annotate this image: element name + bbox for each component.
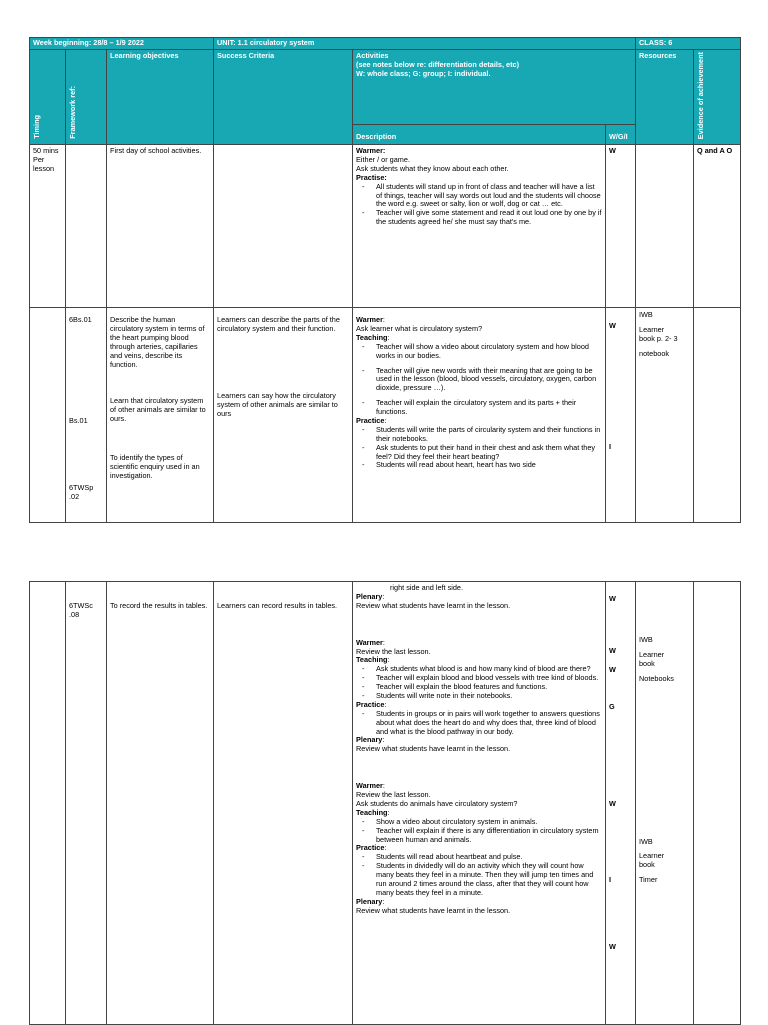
activities-title: Activities [356, 51, 389, 60]
teaching-label: Teaching [356, 807, 388, 817]
list-item: - Ask students to put their hand in their chest and ask them what they feel? Did they feel their heart beating? [376, 444, 602, 462]
list-item: - Teacher will explain if there is any differentiation in circulatory system between human and animals. [376, 827, 602, 845]
unit-title: UNIT: 1.1 circulatory system [214, 38, 636, 50]
list-item: - Students in dividedly will do an activity which they will count how many beats they feel in a minute. Then they will jump ten times and run around 2 times around the class, after that they will count how many beats they feel in a minute. [376, 862, 602, 898]
wgi-value: W [609, 645, 616, 655]
warmer-label: Warmer [356, 781, 383, 791]
warmer-label: Warmer [356, 315, 383, 325]
warmer-line: Ask students do animals have circulatory system? [356, 799, 518, 809]
timing-header-cell [30, 50, 66, 145]
timing-header: Timing [32, 115, 41, 140]
wgi-cell: W [606, 145, 636, 308]
list-item: - Students will write the parts of circularity system and their functions in their notebooks. [376, 426, 602, 444]
warmer-line: Review the last lesson. [356, 790, 431, 800]
timing-cell: 50 mins Per lesson [30, 145, 66, 308]
table-row [30, 308, 741, 523]
wgi-value: I [609, 441, 612, 451]
list-item: - Ask students what blood is and how many kind of blood are there? [376, 665, 602, 674]
success-cell [214, 582, 353, 1025]
objective-cell [107, 308, 214, 523]
wgi-value: W [609, 942, 616, 952]
practice-label: Practice [356, 843, 385, 853]
objective-text: To record the results in tables. [110, 601, 208, 610]
objective-cell [107, 582, 214, 1025]
description-cell: right side and left side. Plenary: Review what students have learnt in the lesson. Warmer: Review the last lesson. Teaching: - Ask students what blood is and how many kind of blood are there? - Teacher will explain blood and blood vessels with tree kind of bloods. - Teacher will explain the blood features and functions. - Students will write note in their notebooks. Practice: - Students in groups or in pairs will work together to answers questions about what does the heart do and why does that, three kind of blood and what is the blood pathway in our body. Plenary: Review what students have learnt in the lesson. Warmer: Review the last lesson. Ask students do animals have circulatory system? Teaching: - Show a video about circulatory system in animals. - Teacher will explain if there is any differentiation in circulatory system between human and animals. Practice: - Students will read about heartbeat and pulse. - Students in dividedly will do an activity which they will count how many beats they feel in a minute. Then they will jump ten times and run around 2 times around the class, after that they will count how many beats they feel in a minute. Plenary: Review what students have learnt in the lesson. [353, 582, 606, 1025]
plenary-label: Plenary [356, 735, 383, 745]
wgi-value: G [609, 701, 615, 711]
resource-item: Timer [639, 875, 658, 885]
wgi-value: I [609, 875, 612, 885]
wgi-value: W [609, 594, 616, 603]
success-cell [214, 308, 353, 523]
framework-cell [66, 582, 107, 1025]
resource-item: Notebooks [639, 673, 674, 683]
framework-code: 6TWSc .08 [69, 601, 93, 619]
plenary-label: Plenary [356, 896, 383, 906]
objective-text: Describe the human circulatory system in terms of the heart pumping blood through arteries, capillaries and veins, describe its function. [110, 315, 205, 369]
practice-label: Practice [356, 699, 385, 709]
timing-cell [30, 308, 66, 523]
resource-item: IWB [639, 836, 653, 846]
list-item: - Students will read about heart, heart has two side [376, 461, 602, 470]
warmer-line: Either / or game. [356, 154, 410, 164]
resources-cell [636, 308, 694, 523]
objective-text: Learn that circulatory system of other animals are similar to ours. [110, 396, 206, 424]
practise-label: Practise: [356, 172, 387, 182]
teaching-label: Teaching [356, 332, 388, 342]
lesson-plan-table-page2 [29, 581, 741, 1025]
evidence-cell [694, 582, 741, 1025]
resources-header: Resources [636, 50, 694, 145]
wgi-cell [606, 582, 636, 1025]
resource-item: Learner book [639, 851, 665, 870]
plenary-label: Plenary [356, 591, 383, 601]
objectives-header: Learning objectives [107, 50, 214, 145]
wgi-value: W [609, 798, 616, 808]
resource-item: notebook [639, 348, 670, 358]
resources-cell [636, 145, 694, 308]
timing-cell [30, 582, 66, 1025]
activities-note-1: (see notes below re: differentiation details, etc) [356, 59, 520, 69]
evidence-header: Evidence of achievement [696, 52, 706, 140]
table-row [30, 582, 741, 1025]
plenary-text: Review what students have learnt in the lesson. [356, 905, 511, 915]
wgi-value: W [609, 664, 616, 674]
activities-note-2: W: whole class; G: group; I: individual. [356, 68, 491, 78]
resources-cell [636, 582, 694, 1025]
continued-text: right side and left side. [390, 583, 464, 592]
list-item: - Teacher will show a video about circulatory system and how blood works in our bodies. [376, 343, 602, 361]
evidence-cell [694, 308, 741, 523]
plenary-text: Review what students have learnt in the lesson. [356, 744, 511, 754]
activities-header [353, 50, 636, 125]
practice-label: Practice [356, 416, 385, 425]
success-text: Learners can say how the circulatory system of other animals are similar to ours [217, 390, 338, 418]
framework-header-cell [66, 50, 107, 145]
list-item: - Teacher will explain the circulatory system and its parts + their functions. [376, 399, 602, 417]
wgi-value: W [609, 321, 616, 331]
list-item: - Teacher will give some statement and read it out loud one by one by if the students agreed he/ she must say that's me. [376, 209, 602, 227]
warmer-label: Warmer: [356, 146, 386, 156]
warmer-text: Ask learner what is circulatory system? [356, 323, 483, 333]
success-text: Learners can record results in tables. [217, 601, 338, 610]
success-header: Success Criteria [214, 50, 353, 145]
wgi-header: W/G/I [606, 124, 636, 144]
list-item: - Show a video about circulatory system in animals. [376, 818, 602, 827]
resource-item: Learner book [639, 649, 665, 668]
plenary-text: Review what students have learnt in the lesson. [356, 600, 511, 610]
wgi-cell [606, 308, 636, 523]
success-text: Learners can describe the parts of the circulatory system and their function. [217, 315, 340, 333]
framework-cell [66, 145, 107, 308]
evidence-header-cell [694, 50, 741, 145]
evidence-cell: Q and A O [694, 145, 741, 308]
resource-item: Learner book p. 2- 3 [639, 324, 678, 343]
framework-code: 6TWSp .02 [69, 482, 94, 501]
description-cell [353, 145, 606, 308]
warmer-text: Review the last lesson. [356, 646, 431, 656]
warmer-label: Warmer [356, 637, 383, 647]
lesson-plan-table-page1 [29, 37, 741, 523]
list-item: - Teacher will explain blood and blood vessels with tree kind of bloods. [376, 674, 602, 683]
teaching-label: Teaching [356, 655, 388, 665]
class-label: CLASS: 6 [636, 38, 741, 50]
list-item: - Students will write note in their notebooks. [376, 692, 602, 701]
framework-code: Bs.01 [69, 415, 88, 425]
list-item: - Teacher will explain the blood features and functions. [376, 683, 602, 692]
objective-text: To identify the types of scientific enquiry used in an investigation. [110, 453, 200, 480]
description-header: Description [353, 124, 606, 144]
list-item: - All students will stand up in front of class and teacher will have a list of things, teacher will say words out loud and the students will choose the word e.g. sweet or salty, lion or wolf, dog or cat … etc. [376, 183, 602, 210]
framework-code: 6Bs.01 [69, 315, 92, 325]
table-row [30, 145, 741, 308]
framework-header: Framework ref: [68, 86, 77, 140]
success-cell [214, 145, 353, 308]
resource-item: IWB [639, 310, 653, 320]
objective-cell: First day of school activities. [107, 145, 214, 308]
framework-cell [66, 308, 107, 523]
description-cell: Warmer: Ask learner what is circulatory system? Teaching: - Teacher will show a video about circulatory system and how blood works in our bodies. - Teacher will give new words with their meaning that are going to be used in the lesson (blood, blood vessels, circulatory, oxygen, carbon dioxide, pressure …). - Teacher will explain the circulatory system and its parts + their functions. Practice: - Students will write the parts of circularity system and their functions in their notebooks. - Ask students to put their hand in their chest and ask them what they feel? Did they feel their heart beating? - Students will read about heart, heart has two side [353, 308, 606, 523]
warmer-line: Ask students what they know about each other. [356, 163, 509, 173]
list-item: - Teacher will give new words with their meaning that are going to be used in the lesson (blood, blood vessels, circulatory, oxygen, carbon dioxide, pressure …). [376, 367, 602, 394]
list-item: - Students will read about heartbeat and pulse. [376, 853, 602, 862]
resource-item: IWB [639, 635, 653, 644]
list-item: - Students in groups or in pairs will work together to answers questions about what does the heart do and why does that, three kind of blood and what is the blood pathway in our body. [376, 710, 602, 737]
week-beginning: Week beginning: 28/8 – 1/9 2022 [30, 38, 214, 50]
